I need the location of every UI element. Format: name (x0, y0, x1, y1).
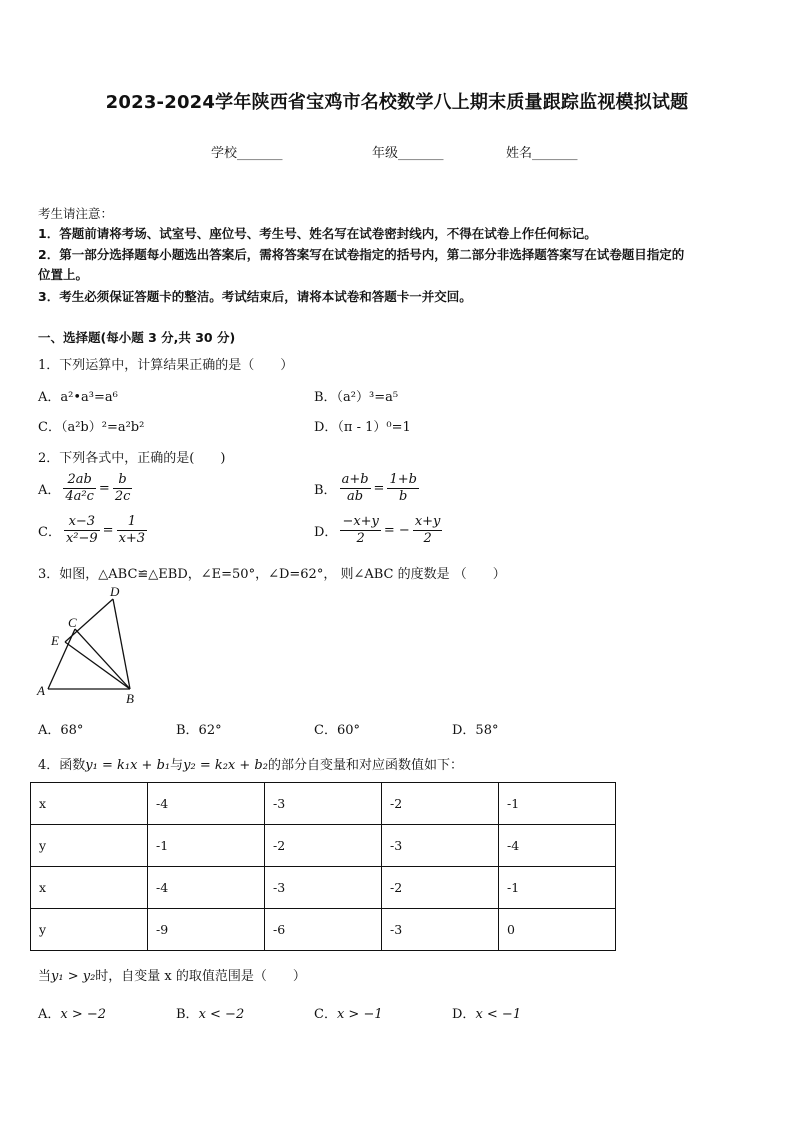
fraction-left: $\frac{x-3}{\text{x²−9}}$ (65, 514, 98, 546)
equals-sign: = (98, 481, 110, 496)
q1-option-b: B．（a²）³=a⁵ (314, 390, 399, 405)
table-cell: -3 (382, 825, 499, 867)
q1-option-d: D．（π - 1）⁰=1 (314, 420, 411, 435)
point-label-c: C (68, 615, 77, 630)
table-cell: -4 (148, 783, 265, 825)
q3-option-a: A．68° (38, 723, 84, 738)
table-cell: y (31, 909, 148, 951)
school-blank: _______ (237, 146, 283, 161)
fraction-left: $\frac{2ab}{\text{4a²c}}$ (65, 472, 94, 504)
q2-stem: 2．下列各式中，正确的是( ) (38, 451, 226, 466)
q3-stem: 3．如图，△ABC≌△EBD，∠E=50°，∠D=62°， 则∠ABC 的度数是 （ ） (38, 567, 506, 582)
grade-blank: _______ (398, 146, 444, 161)
fraction-right: $\frac{x+y}{2}$ (414, 514, 441, 546)
notice-item: 1．答题前请将考场、试室号、座位号、考生号、姓名写在试卷密封线内，不得在试卷上作任何标记。 (38, 226, 597, 241)
notice-item: 位置上。 (38, 267, 89, 282)
q3-option-d: D．58° (452, 723, 499, 738)
q3-option-c: C．60° (314, 723, 360, 738)
table-row (31, 909, 616, 951)
name-field (506, 142, 578, 161)
q1-option-c: C．（a²b）²=a²b² (38, 420, 145, 435)
q3-triangle-figure (30, 582, 150, 712)
equals-sign: = (373, 481, 385, 496)
notice-heading: 考生请注意： (38, 206, 114, 221)
table-row (31, 783, 616, 825)
grade-label: 年级 (372, 146, 399, 161)
fraction-left: $\frac{a+b}{ab}$ (341, 472, 369, 504)
fraction-right: $\frac{1+b}{b}$ (389, 472, 417, 504)
q4-option-b: B．x < −2 (176, 1007, 245, 1022)
q2-option-b (314, 472, 419, 505)
function-1: y₁ = k₁x + b₁ (85, 758, 171, 773)
q2-option-c (38, 514, 147, 547)
option-label: D． (314, 525, 338, 540)
q4-value-table (30, 782, 616, 951)
q2-option-a (38, 472, 132, 505)
q1-stem: 1．下列运算中，计算结果正确的是（ ） (38, 358, 294, 373)
section-heading: 一、选择题(每小题 3 分,共 30 分) (38, 330, 236, 345)
point-label-d: D (110, 584, 120, 599)
table-cell: -6 (265, 909, 382, 951)
name-label: 姓名 (506, 146, 533, 161)
q4-option-a: A．x > −2 (38, 1007, 107, 1022)
q4-option-d: D．x < −1 (452, 1007, 522, 1022)
table-cell: x (31, 783, 148, 825)
table-cell: -2 (382, 783, 499, 825)
q3-option-b: B．62° (176, 723, 222, 738)
page-title: 2023-2024学年陕西省宝鸡市名校数学八上期末质量跟踪监视模拟试题 (105, 92, 689, 113)
school-field (211, 142, 283, 161)
equals-sign: = − (383, 523, 410, 538)
school-label: 学校 (211, 146, 238, 161)
table-cell: -3 (265, 867, 382, 909)
inequality: y₁ > y₂ (51, 969, 96, 984)
table-cell: y (31, 825, 148, 867)
name-blank: _______ (532, 146, 578, 161)
table-cell: -1 (499, 783, 616, 825)
table-cell: -3 (382, 909, 499, 951)
point-label-a: A (37, 683, 45, 698)
table-cell: -4 (499, 825, 616, 867)
table-cell: -4 (148, 867, 265, 909)
table-cell: 0 (499, 909, 616, 951)
table-row (31, 825, 616, 867)
q2-option-d (314, 514, 442, 547)
equals-sign: = (102, 523, 114, 538)
q4-option-c: C．x > −1 (314, 1007, 383, 1022)
point-label-e: E (51, 633, 59, 648)
table-cell: x (31, 867, 148, 909)
fraction-right: $\frac{1}{x+3}$ (118, 514, 146, 546)
notice-item: 3．考生必须保证答题卡的整洁。考试结束后，请将本试卷和答题卡一并交回。 (38, 289, 472, 304)
table-cell: -1 (499, 867, 616, 909)
fraction-left: $\frac{-x+y}{2}$ (342, 514, 379, 546)
fraction-right: $\frac{b}{2c}$ (114, 472, 131, 504)
point-label-b: B (126, 691, 134, 706)
table-cell: -9 (148, 909, 265, 951)
grade-field (372, 142, 444, 161)
q4-stem: 4．函数y₁ = k₁x + b₁与y₂ = k₂x + b₂的部分自变量和对应函数值如下： (38, 758, 463, 773)
table-cell: -2 (382, 867, 499, 909)
table-row (31, 867, 616, 909)
table-cell: -3 (265, 783, 382, 825)
option-label: A． (38, 483, 61, 498)
option-label: B． (314, 483, 337, 498)
function-2: y₂ = k₂x + b₂ (183, 758, 268, 773)
option-label: C． (38, 525, 61, 540)
q1-option-a: A．a²•a³=a⁶ (38, 390, 118, 405)
notice-item: 2．第一部分选择题每小题选出答案后，需将答案写在试卷指定的括号内，第二部分非选择题答案写在试卷题目指定的 (38, 247, 685, 262)
table-cell: -2 (265, 825, 382, 867)
table-cell: -1 (148, 825, 265, 867)
q4-condition: 当y₁ > y₂时，自变量 x 的取值范围是（ ） (38, 969, 306, 984)
